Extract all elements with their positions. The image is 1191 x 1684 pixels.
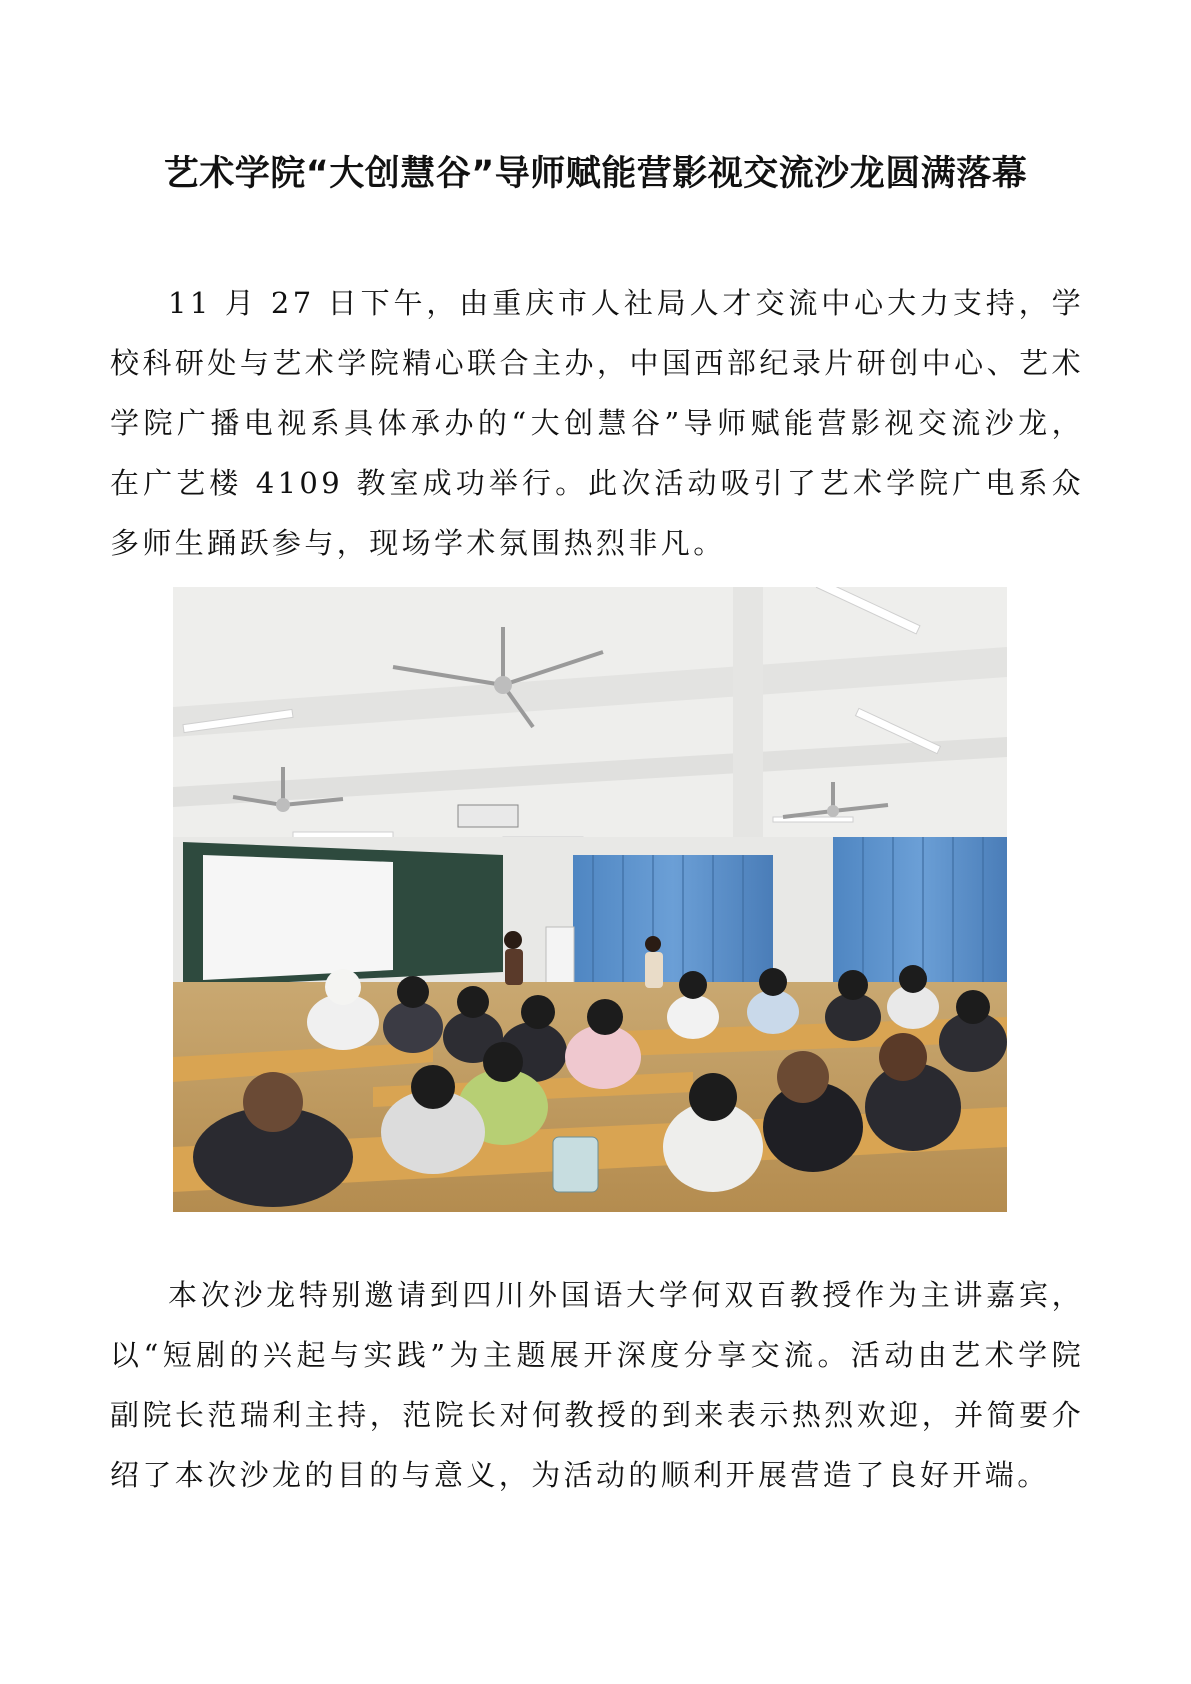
article-paragraph-1: 11 月 27 日下午，由重庆市人社局人才交流中心大力支持，学校科研处与艺术学院精心联合主办，中国西部纪录片研创中心、艺术学院广播电视系具体承办的“大创慧谷”导师赋能营影视交流沙龙，在广艺楼 4109 教室成功举行。此次活动吸引了艺术学院广电系众多师生踊跃参与，现场学术氛围热烈非凡。 [110,286,1084,560]
article-paragraph-2: 本次沙龙特别邀请到四川外国语大学何双百教授作为主讲嘉宾，以“短剧的兴起与实践”为主题展开深度分享交流。活动由艺术学院副院长范瑞利主持，范院长对何教授的到来表示热烈欢迎，并简要介绍了本次沙龙的目的与意义，为活动的顺利开展营造了良好开端。 [110,1278,1084,1492]
classroom-photo [173,587,1007,1212]
article-title: 艺术学院“大创慧谷”导师赋能营影视交流沙龙圆满落幕 [163,154,1028,194]
